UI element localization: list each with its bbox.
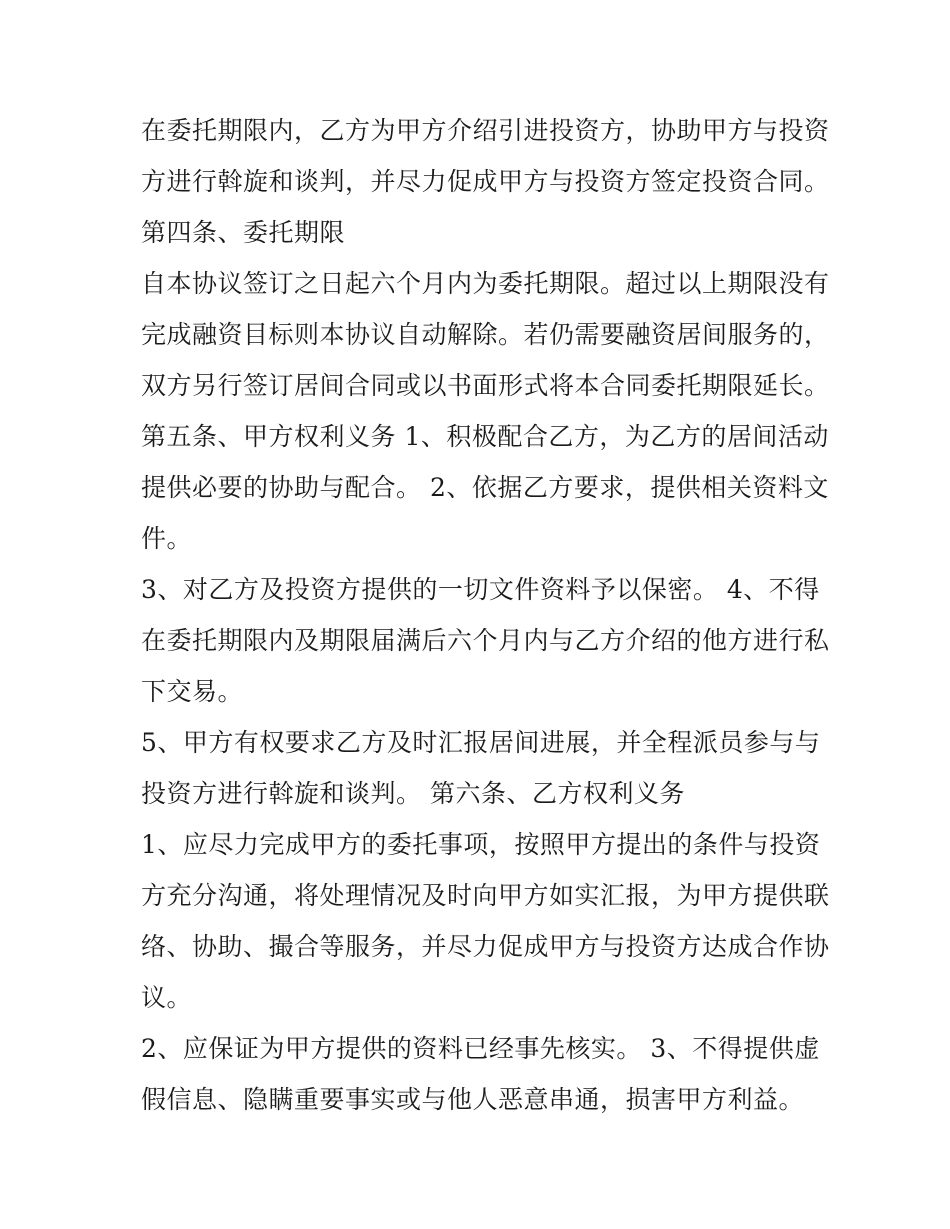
- text-line: 假信息、隐瞒重要事实或与他人恶意串通，损害甲方利益。: [141, 1085, 805, 1114]
- text-line: 投资方进行斡旋和谈判。 第六条、乙方权利义务: [141, 779, 685, 808]
- section-heading: 第四条、委托期限: [141, 218, 346, 247]
- text-line: 方充分沟通，将处理情况及时向甲方如实汇报，为甲方提供联: [141, 881, 830, 910]
- text-line: 在委托期限内及期限届满后六个月内与乙方介绍的他方进行私: [141, 626, 830, 655]
- document-body: [141, 105, 831, 1125]
- text-line: 双方另行签订居间合同或以书面形式将本合同委托期限延长。: [141, 371, 830, 400]
- text-line: 第五条、甲方权利义务 1、积极配合乙方，为乙方的居间活动: [141, 422, 829, 451]
- text-line: 完成融资目标则本协议自动解除。若仍需要融资居间服务的，: [141, 320, 830, 349]
- text-line: 2、应保证为甲方提供的资料已经事先核实。 3、不得提供虚: [141, 1034, 820, 1063]
- text-line: 5、甲方有权要求乙方及时汇报居间进展，并全程派员参与与: [141, 728, 821, 757]
- text-line: 在委托期限内，乙方为甲方介绍引进投资方，协助甲方与投资: [141, 116, 830, 145]
- text-line: 1、应尽力完成甲方的委托事项，按照甲方提出的条件与投资: [141, 830, 821, 859]
- text-line: 下交易。: [141, 677, 244, 706]
- text-line: 方进行斡旋和谈判，并尽力促成甲方与投资方签定投资合同。: [141, 167, 830, 196]
- text-line: 络、协助、撮合等服务，并尽力促成甲方与投资方达成合作协: [141, 932, 830, 961]
- text-line: 件。: [141, 524, 193, 553]
- text-line: 3、对乙方及投资方提供的一切文件资料予以保密。 4、不得: [141, 575, 820, 604]
- text-line: 议。: [141, 983, 193, 1012]
- text-line: 自本协议签订之日起六个月内为委托期限。超过以上期限没有: [141, 269, 830, 298]
- text-line: 提供必要的协助与配合。 2、依据乙方要求，提供相关资料文: [141, 473, 829, 502]
